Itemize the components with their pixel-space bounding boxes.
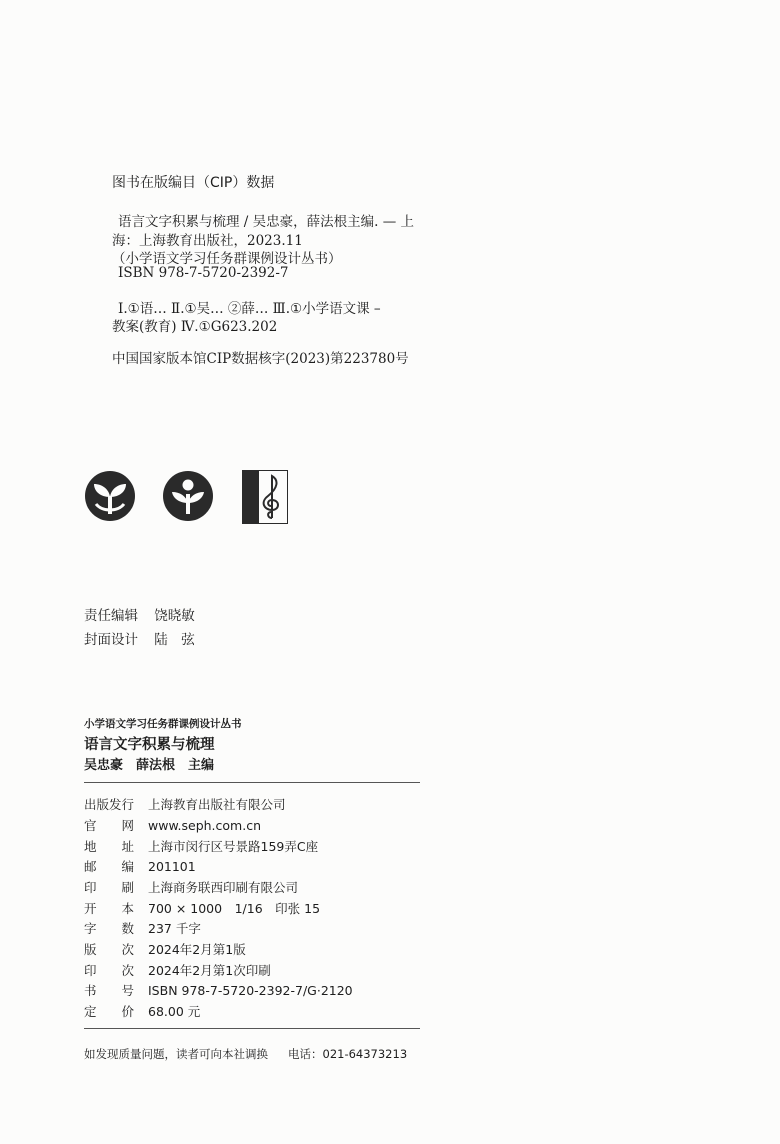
pub-label: 邮 编 (84, 859, 135, 874)
pub-value: 201101 (148, 859, 196, 874)
pub-value: www.seph.com.cn (148, 818, 261, 833)
postcode-row (84, 857, 196, 875)
pub-value: 2024年2月第1版 (148, 942, 246, 957)
printing-row (84, 961, 271, 979)
pub-label: 地 址 (84, 839, 135, 854)
series-name: 小学语文学习任务群课例设计丛书 (84, 718, 242, 730)
pub-label: 书 号 (84, 983, 135, 998)
price-row (84, 1002, 200, 1020)
cip-isbn: ISBN 978-7-5720-2392-7 (118, 265, 289, 281)
pub-value: 上海商务联西印刷有限公司 (148, 880, 299, 895)
publisher-row (84, 795, 286, 813)
pub-value: 68.00 元 (148, 1004, 201, 1019)
book-number-row (84, 981, 353, 999)
cip-series-line: （小学语文学习任务群课例设计丛书） (112, 251, 342, 267)
cover-designer-label: 封面设计 (84, 632, 138, 648)
pub-label: 印 次 (84, 963, 135, 978)
book-authors: 吴忠豪 薛法根 主编 (84, 758, 215, 773)
pub-value: 2024年2月第1次印刷 (148, 963, 271, 978)
pub-label: 出版发行 (84, 797, 135, 812)
phone-number: 电话：021-64373213 (288, 1047, 408, 1061)
pub-label: 版 次 (84, 942, 135, 957)
printer-row (84, 878, 298, 896)
cip-title: 图书在版编目（CIP）数据 (112, 175, 275, 191)
cover-designer-row (84, 628, 195, 648)
pub-label: 开 本 (84, 901, 135, 916)
cip-subject-line: 教案(教育) Ⅳ.①G623.202 (112, 319, 278, 335)
pub-label: 字 数 (84, 921, 135, 936)
publisher-sprout-figure-logo-icon (162, 470, 214, 522)
pub-value: 237 千字 (148, 921, 201, 936)
cover-designer-name: 陆 弦 (154, 632, 195, 648)
pub-label: 印 刷 (84, 880, 135, 895)
cip-number: 中国国家版本馆CIP数据核字(2023)第223780号 (112, 351, 409, 367)
pub-value: 上海教育出版社有限公司 (148, 797, 286, 812)
cip-record-line: 语言文字积累与梳理 / 吴忠豪，薛法根主编. — 上 (118, 214, 415, 230)
book-title: 语言文字积累与梳理 (84, 736, 215, 753)
pub-value: 700 × 1000 1/16 印张 15 (148, 901, 321, 916)
cip-record-line: 海：上海教育出版社，2023.11 (112, 233, 303, 249)
divider (84, 1028, 420, 1029)
editor-row (84, 604, 195, 624)
notice-text: 如发现质量问题，读者可向本社调换 (84, 1047, 268, 1061)
edition-row (84, 940, 246, 958)
pub-label: 定 价 (84, 1004, 135, 1019)
pub-value: 上海市闵行区号景路159弄C座 (148, 839, 319, 854)
publisher-seedling-logo-icon (84, 470, 136, 522)
pub-value: ISBN 978-7-5720-2392-7/G·2120 (148, 983, 353, 998)
address-row (84, 837, 318, 855)
pub-label: 官 网 (84, 818, 135, 833)
cip-subject-line: Ⅰ.①语… Ⅱ.①吴… ②薛… Ⅲ.①小学语文课 – (118, 301, 381, 317)
divider (84, 782, 420, 783)
quality-notice (84, 1046, 407, 1062)
website-row (84, 816, 261, 834)
format-row (84, 899, 320, 917)
editor-label: 责任编辑 (84, 608, 138, 624)
editor-name: 饶晓敏 (154, 608, 195, 624)
treble-clef-logo-icon (242, 470, 288, 524)
word-count-row (84, 919, 201, 937)
